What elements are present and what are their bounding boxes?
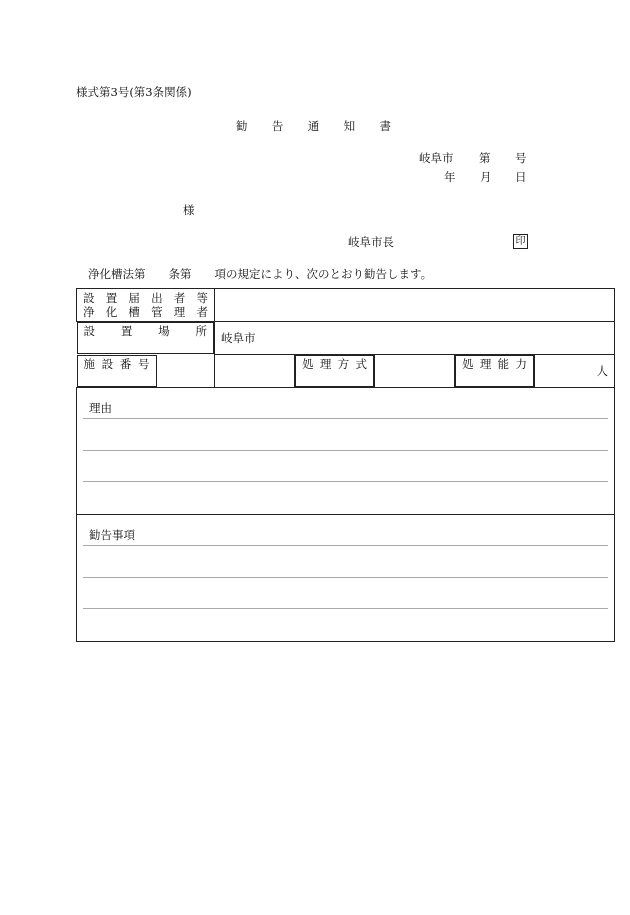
label-char: 処 [462,356,474,371]
recommendation-form [76,288,615,642]
facility-row [77,354,615,387]
doc-number-city: 岐阜市 [419,151,454,165]
label-char: 化 [105,305,118,319]
reason-line [83,419,608,451]
label-char: 施 [83,356,95,371]
date-year: 年 [444,170,456,184]
recommendation-label: 勧告事項 [89,528,135,542]
capacity-unit: 人 [596,363,609,378]
issuer-name: 岐阜市長 [348,235,394,249]
label-char: 浄 [83,305,95,319]
label-char: 号 [137,356,150,371]
label-char: 槽 [128,305,140,319]
recommendation-section[interactable] [77,514,615,641]
date-day: 日 [515,170,527,184]
label-char: 者 [196,305,208,319]
date-month: 月 [480,170,492,184]
label-char: 置 [105,291,118,305]
label-char: 番 [119,356,132,371]
label-char: 置 [120,324,133,338]
reason-section[interactable] [77,387,615,514]
label-char: 届 [128,291,140,305]
recommendation-line [83,609,608,641]
seal-icon: 印 [513,234,528,249]
label-char: 理 [173,305,186,319]
label-char: 理 [319,356,332,371]
label-char: 管 [151,305,163,319]
reason-line [83,388,608,420]
reason-line [83,451,608,483]
notifier-value-field[interactable] [215,289,615,322]
notifier-row [77,289,615,322]
seal-mark [513,233,528,249]
reason-block [77,387,615,514]
form-number: 様式第3号(第3条関係) [76,85,192,99]
title-char: 書 [379,119,391,133]
recommendation-line [83,515,608,547]
reason-line [83,482,608,514]
notifier-label-line-1 [83,291,208,305]
facility-no-label [77,355,157,387]
method-label [295,355,374,387]
recommendation-line [83,578,608,610]
doc-number-dai: 第 [479,151,491,165]
notifier-label-line-2 [83,305,208,319]
label-char: 設 [101,356,114,371]
recommendation-line [83,546,608,578]
title-char: 通 [307,119,320,133]
title-char: 勧 [236,119,248,133]
location-row [77,322,615,355]
method-field[interactable] [375,354,455,387]
addressee-suffix: 様 [183,203,195,217]
label-char: 場 [158,324,170,338]
recommendation-block [77,514,615,641]
notifier-label [77,289,215,322]
label-char: 者 [173,291,186,305]
label-char: 設 [83,291,95,305]
document-title [236,118,391,134]
intro-text: 浄化槽法第 条第 項の規定により、次のとおり勧告します。 [88,267,433,281]
location-label [77,322,215,354]
title-char: 知 [343,119,356,133]
label-char: 力 [515,356,527,371]
reason-label: 理由 [89,401,112,415]
doc-number-go: 号 [515,151,527,165]
capacity-field[interactable] [535,354,615,387]
label-char: 処 [302,356,314,371]
label-char: 設 [83,324,95,338]
label-char: 式 [355,356,367,371]
facility-no-field[interactable] [215,354,295,387]
label-char: 出 [151,291,163,305]
title-char: 告 [271,119,284,133]
location-value-field[interactable]: 岐阜市 [215,322,615,355]
capacity-label [455,355,534,387]
label-char: 能 [497,356,510,371]
label-char: 等 [196,291,208,305]
label-char: 方 [337,356,350,371]
label-char: 理 [479,356,492,371]
label-char: 所 [195,324,207,338]
